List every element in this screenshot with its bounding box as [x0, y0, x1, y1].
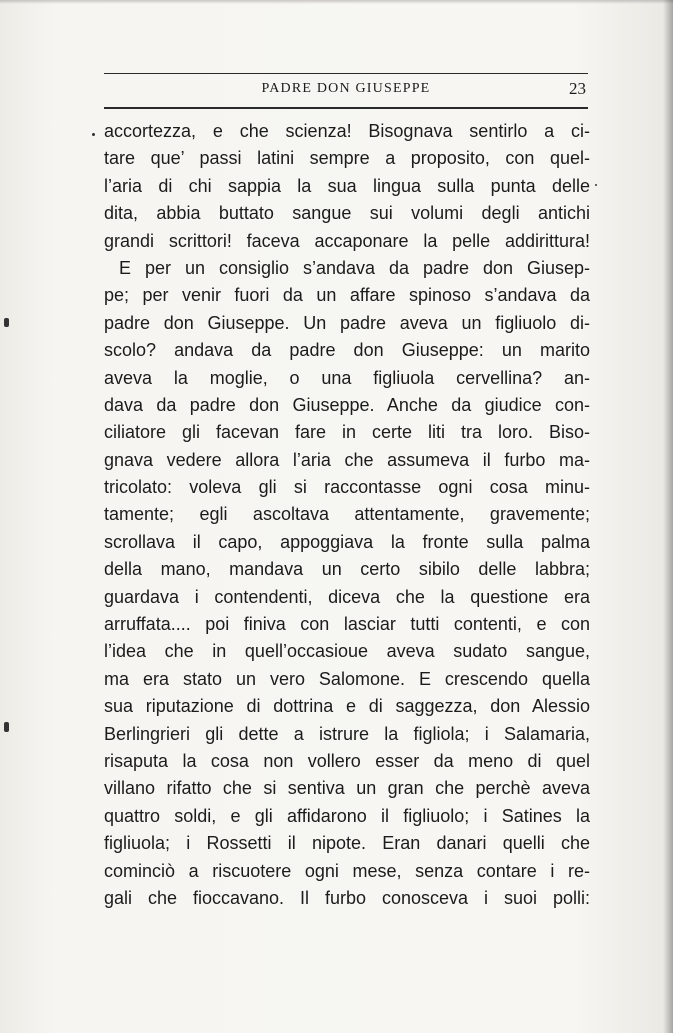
body-text	[104, 118, 590, 912]
text-line: quattro soldi, e gli affidarono il figliuolo; i Satines la	[104, 805, 590, 826]
running-header	[104, 78, 588, 100]
header-rule-bottom	[104, 107, 588, 109]
text-line: l’aria di chi sappia la sua lingua sulla punta delle	[104, 175, 590, 196]
text-line: della mano, mandava un certo sibilo delle labbra;	[104, 559, 590, 580]
text-line: ma era stato un vero Salomone. E crescendo quella	[104, 668, 590, 689]
text-line: dava da padre don Giuseppe. Anche da giudice con-	[104, 394, 590, 415]
text-line: guardava i contendenti, diceva che la questione era	[104, 586, 590, 607]
text-line: pe; per venir fuori da un affare spinoso s’andava da	[104, 285, 590, 306]
text-line: accortezza, e che scienza! Bisognava sentirlo a ci-	[104, 121, 590, 141]
text-line: grandi scrittori! faceva accaponare la pelle addirittura!	[104, 230, 590, 251]
text-line: padre don Giuseppe. Un padre aveva un figliuolo di-	[104, 312, 590, 333]
text-line: risaputa la cosa non vollero esser da meno di quel	[104, 750, 590, 771]
text-line: villano rifatto che si sentiva un gran che perchè aveva	[104, 778, 590, 799]
text-line: aveva la moglie, o una figliuola cervellina? an-	[104, 367, 590, 388]
text-line: arruffata.... poi finiva con lasciar tutti contenti, e con	[104, 614, 590, 635]
text-line: sua riputazione di dottrina e di saggezza, don Alessio	[104, 696, 590, 717]
page-right-shadow	[663, 0, 673, 1033]
text-line: scrollava il capo, appoggiava la fronte sulla palma	[104, 531, 590, 552]
text-line: gnava vedere allora l’aria che assumeva il furbo ma-	[104, 449, 590, 470]
page-number: 23	[569, 79, 586, 98]
text-line: tamente; egli ascoltava attentamente, gravemente;	[104, 504, 590, 525]
header-rule-top	[104, 73, 588, 74]
text-line: dita, abbia buttato sangue sui volumi degli antichi	[104, 203, 590, 224]
page-top-shadow	[0, 0, 673, 4]
running-title: PADRE DON GIUSEPPE	[261, 81, 431, 96]
text-line: gali che fioccavano. Il furbo conosceva i suoi polli:	[104, 887, 590, 908]
text-line: cominciò a riscuotere ogni mese, senza contare i re-	[104, 860, 590, 881]
text-line: l’idea che in quell’occasioue aveva sudato sangue,	[104, 641, 590, 662]
text-line: tare que’ passi latini sempre a proposito, con quel-	[104, 148, 590, 169]
ink-speck	[4, 318, 9, 327]
text-line: figliuola; i Rossetti il nipote. Eran danari quelli che	[104, 833, 590, 854]
ink-speck	[595, 184, 597, 186]
ink-speck	[92, 133, 95, 136]
text-line: scolo? andava da padre don Giuseppe: un marito	[104, 340, 590, 361]
ink-speck	[4, 722, 9, 732]
text-line: ciliatore gli facevan fare in certe liti tra loro. Biso-	[104, 422, 590, 443]
text-line: Berlingrieri gli dette a istrure la figliola; i Salamaria,	[104, 723, 590, 744]
text-line: E per un consiglio s’andava da padre don Giusep-	[119, 257, 590, 278]
text-line: tricolato: voleva gli si raccontasse ogni cosa minu-	[104, 477, 590, 498]
